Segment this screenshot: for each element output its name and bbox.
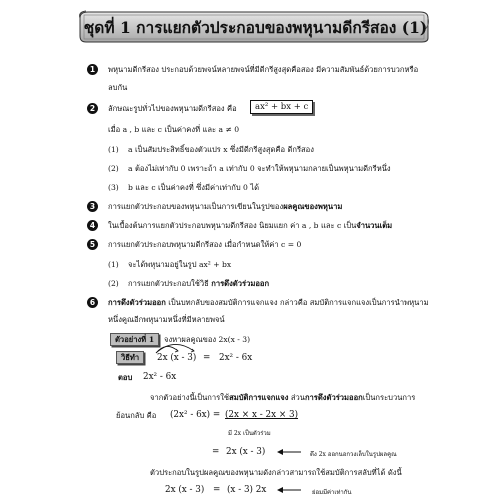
general-form-box: ax² + bx + c [250,100,313,114]
work-eq: = [203,353,211,363]
example-prompt: จงหาผลคูณของ 2x(x - 3) [164,335,251,344]
item-2-sub-text: b และ c เป็นค่าคงที่ ซึ่งมีค่าเท่ากับ 0 ได้ [128,183,260,192]
item-5-sub-label: (2) [108,279,119,288]
distribute-arrows [148,340,203,354]
pull-out-note: ดึง 2x ออกนอกวงเล็บในรูปผลคูณ [310,451,397,458]
item-2-sub-label: (3) [108,183,119,192]
item-5-sub-label: (1) [108,260,119,269]
explanation-line1: จากตัวอย่างนี้เป็นการใช้สมบัติการแจกแจง ส่วนการดึงตัวร่วมออกเป็นกระบวนการ [150,393,416,402]
final-eq: = [213,485,221,495]
work-rhs: 2x² - 6x [219,353,253,363]
bullet-1: 1 [87,64,98,75]
page-title: ชุดที่ 1 การแยกตัวประกอบของพหุนามดีกรีสอง (1) [83,17,428,37]
expanded-expression: (2x × x - 2x × 3) [225,410,299,420]
item-3-text: การแยกตัวประกอบของพหุนามเป็นการเขียนในรูปของผลคูณของพหุนาม [108,202,343,211]
final-note: ย่อมมีค่าเท่ากัน [312,489,352,496]
item-2-lead: ลักษณะรูปทั่วไปของพหุนามดีกรีสอง คือ [108,104,237,113]
conclusion-text: ตัวประกอบในรูปผลคูณของพหุนามดังกล่าวสามารถใช้สมบัติการสลับที่ได้ ดังนี้ [150,468,402,477]
bullet-6: 6 [87,297,98,308]
example-tag: ตัวอย่างที่ 1 [110,333,159,346]
item-2-sub-text: a เป็นสัมประสิทธิ์ของตัวแปร x ซึ่งมีดีกรีสูงสุดคือ ดีกรีสอง [128,145,314,154]
final-lhs: 2x (x - 3) [165,485,205,495]
explanation-line2: ย้อนกลับ คือ [116,411,157,420]
final-rhs: (x - 3) 2x [227,485,267,495]
answer-value: 2x² - 6x [143,372,177,382]
item-2-sub-label: (2) [108,164,119,173]
bullet-5: 5 [87,239,98,250]
bullet-4: 4 [87,220,98,231]
item-5-sub-text: จะได้พหุนามอยู่ในรูป ax² + bx [128,260,232,269]
item-2-sub-label: (1) [108,145,119,154]
item-5-text: การแยกตัวประกอบพหุนามดีกรีสอง เมื่อกำหนดให้ค่า c = 0 [108,240,302,249]
work-lhs: 2x (x - 3) [157,353,197,363]
answer-label: ตอบ [118,373,133,382]
item-6-line2: หนึ่งคูณอีกพหุนามหนึ่งที่มีหลายพจน์ [108,315,225,324]
left-arrow-icon [276,485,302,495]
item-4-text: ในเบื้องต้นการแยกตัวประกอบพหุนามดีกรีสอง นิยมแยก ค่า a , b และ c เป็นจำนวนเต็ม [108,221,393,230]
item-1-line1: พหุนามดีกรีสอง ประกอบด้วยพจน์หลายพจน์ที่มีดีกรีสูงสุดคือสอง มีความสัมพันธ์ด้วยการบวกหรือ [108,65,419,74]
method-tag: วิธีทำ [116,351,144,364]
reverse-expression: (2x² - 6x) = [170,410,221,420]
item-2-condition: เมื่อ a , b และ c เป็นค่าคงที่ และ a ≠ 0 [108,125,240,134]
common-factor-note: มี 2x เป็นตัวร่วม [228,430,271,437]
bullet-3: 3 [87,201,98,212]
bullet-2: 2 [87,103,98,114]
item-6-line1: การดึงตัวร่วมออก เป็นบทกลับของสมบัติการแจกแจง กล่าวคือ สมบัติการแจกแจงเป็นการนำพหุนาม [108,298,429,307]
item-1-line2: ลบกัน [108,83,128,92]
factored-expression: 2x (x - 3) [226,447,266,457]
factored-eq: = [212,447,220,457]
item-5-sub-text: การแยกตัวประกอบใช้วิธี การดึงตัวร่วมออก [128,279,270,288]
left-arrow-icon [276,447,302,457]
item-2-sub-text: a ต้องไม่เท่ากับ 0 เพราะถ้า a เท่ากับ 0 จะทำให้พหุนามกลายเป็นพหุนามดีกรีหนึ่ง [128,164,391,173]
